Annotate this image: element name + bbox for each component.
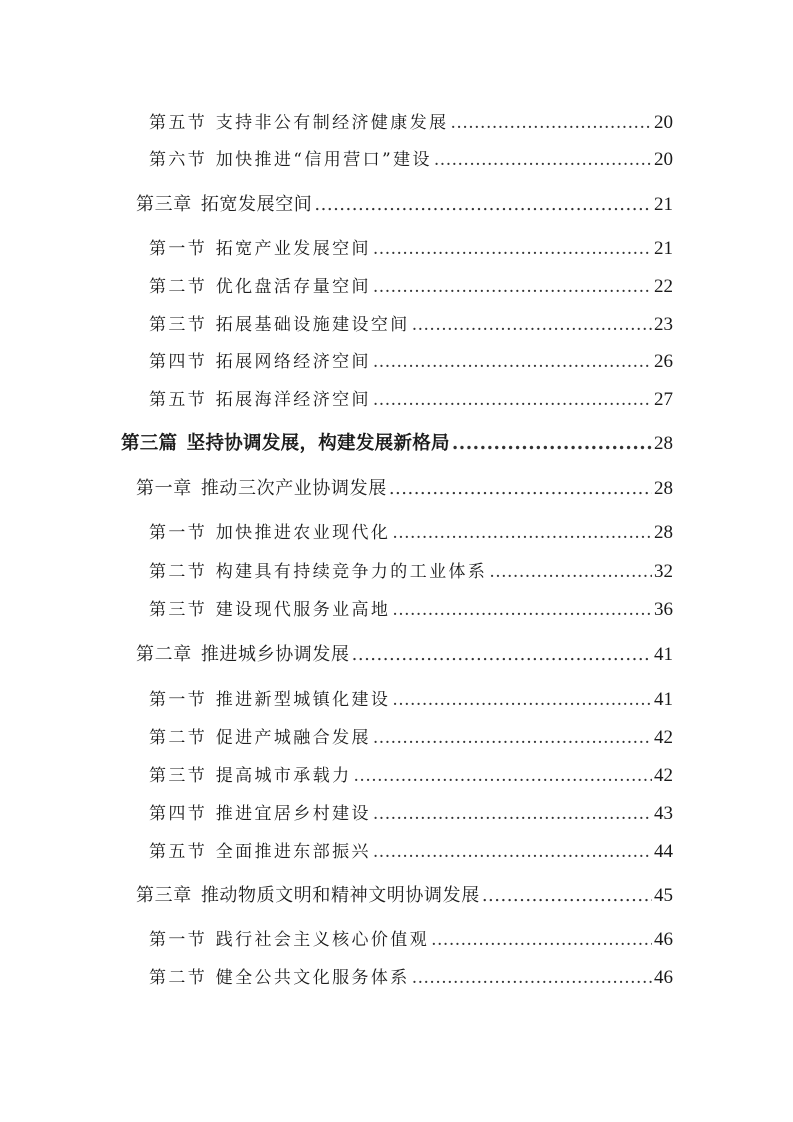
toc-entry-section[interactable] <box>149 685 673 711</box>
dot-leader <box>412 315 652 335</box>
toc-entry-text: 拓宽发展空间 <box>200 194 313 215</box>
dot-leader <box>431 930 652 950</box>
toc-entry-page-number: 43 <box>654 803 673 824</box>
dot-leader <box>373 842 652 862</box>
toc-entry-label: 第二节 <box>149 728 208 748</box>
toc-entry-title <box>149 272 371 297</box>
toc-entry-section[interactable] <box>149 799 673 825</box>
toc-entry-page-number: 41 <box>654 689 673 710</box>
toc-entry-title <box>121 429 450 455</box>
toc-entry-title <box>149 685 390 710</box>
toc-entry-label: 第二节 <box>149 968 208 988</box>
toc-entry-page-number: 46 <box>654 929 673 950</box>
dot-leader <box>373 728 652 748</box>
toc-entry-section[interactable] <box>149 723 673 749</box>
toc-entry-page-number: 28 <box>654 522 673 543</box>
toc-entry-section[interactable] <box>149 385 673 411</box>
toc-entry-section[interactable] <box>149 595 673 621</box>
toc-entry-chapter[interactable] <box>136 190 673 216</box>
toc-entry-section[interactable] <box>149 557 673 583</box>
toc-entry-title <box>149 557 487 582</box>
toc-entry-label: 第三篇 <box>121 433 178 454</box>
toc-entry-page-number: 42 <box>654 727 673 748</box>
toc-entry-title <box>149 145 432 170</box>
toc-entry-title <box>149 925 429 950</box>
toc-entry-page-number: 23 <box>654 314 673 335</box>
toc-entry-page-number: 32 <box>654 561 673 582</box>
toc-entry-title <box>149 518 390 543</box>
toc-entry-part[interactable] <box>121 429 673 455</box>
toc-entry-title <box>149 723 371 748</box>
toc-entry-title <box>149 595 390 620</box>
dot-leader <box>373 804 652 824</box>
toc-entry-page-number: 20 <box>654 112 673 133</box>
toc-entry-page-number: 21 <box>654 238 673 259</box>
toc-entry-page-number: 42 <box>654 765 673 786</box>
dot-leader <box>392 690 652 710</box>
toc-entry-title <box>149 234 371 259</box>
toc-entry-title <box>136 881 480 907</box>
toc-entry-text: 健全公共文化服务体系 <box>215 968 410 988</box>
dot-leader <box>452 433 652 454</box>
toc-entry-title <box>149 963 410 988</box>
toc-entry-label: 第三节 <box>149 766 208 786</box>
toc-entry-label: 第三章 <box>136 194 192 215</box>
toc-entry-label: 第四节 <box>149 352 208 372</box>
toc-entry-title <box>149 310 410 335</box>
toc-entry-title <box>149 761 352 786</box>
toc-entry-page-number: 41 <box>654 644 673 665</box>
toc-entry-title <box>149 799 371 824</box>
toc-entry-title <box>149 837 371 862</box>
toc-entry-text: 拓展网络经济空间 <box>215 352 371 372</box>
toc-entry-label: 第一节 <box>149 690 208 710</box>
toc-entry-text: 构建具有持续竞争力的工业体系 <box>215 562 488 582</box>
toc-entry-label: 第二节 <box>149 277 208 297</box>
toc-entry-text: 建设现代服务业高地 <box>215 600 391 620</box>
toc-entry-label: 第五节 <box>149 842 208 862</box>
toc-entry-page-number: 22 <box>654 276 673 297</box>
toc-entry-section[interactable] <box>149 234 673 260</box>
toc-entry-label: 第一节 <box>149 523 208 543</box>
toc-entry-label: 第四节 <box>149 804 208 824</box>
dot-leader <box>489 562 652 582</box>
toc-entry-text: 坚持协调发展，构建发展新格局 <box>186 433 450 454</box>
dot-leader <box>392 600 652 620</box>
toc-entry-text: 全面推进东部振兴 <box>215 842 371 862</box>
toc-entry-page-number: 44 <box>654 841 673 862</box>
dot-leader <box>482 885 652 906</box>
toc-entry-text: 拓展基础设施建设空间 <box>215 315 410 335</box>
toc-entry-section[interactable] <box>149 108 673 134</box>
toc-entry-text: 践行社会主义核心价值观 <box>215 930 430 950</box>
toc-entry-section[interactable] <box>149 963 673 989</box>
toc-entry-label: 第六节 <box>149 150 208 170</box>
toc-entry-text: 加快推进“信用营口”建设 <box>215 150 432 170</box>
toc-entry-page-number: 28 <box>654 433 673 454</box>
dot-leader <box>451 113 652 133</box>
toc-entry-text: 支持非公有制经济健康发展 <box>215 113 449 133</box>
toc-entry-page-number: 46 <box>654 967 673 988</box>
toc-entry-text: 提高城市承载力 <box>215 766 352 786</box>
dot-leader <box>392 523 652 543</box>
toc-entry-label: 第一章 <box>136 478 192 499</box>
toc-entry-title <box>149 347 371 372</box>
toc-entry-text: 推进新型城镇化建设 <box>215 690 391 710</box>
toc-entry-label: 第一节 <box>149 930 208 950</box>
dot-leader <box>373 352 652 372</box>
dot-leader <box>314 194 652 215</box>
toc-entry-page-number: 36 <box>654 599 673 620</box>
toc-entry-text: 优化盘活存量空间 <box>215 277 371 297</box>
toc-entry-label: 第二节 <box>149 562 208 582</box>
dot-leader <box>434 150 652 170</box>
toc-entry-label: 第三节 <box>149 315 208 335</box>
toc-entry-section[interactable] <box>149 925 673 951</box>
dot-leader <box>352 644 652 665</box>
toc-entry-label: 第三节 <box>149 600 208 620</box>
toc-entry-chapter[interactable] <box>136 474 673 500</box>
toc-entry-title <box>136 190 312 216</box>
toc-entry-text: 推进宜居乡村建设 <box>215 804 371 824</box>
toc-entry-page-number: 45 <box>654 885 673 906</box>
dot-leader <box>373 239 652 259</box>
dot-leader <box>373 390 652 410</box>
toc-entry-text: 拓宽产业发展空间 <box>215 239 371 259</box>
toc-entry-page-number: 28 <box>654 478 673 499</box>
toc-entry-page-number: 27 <box>654 389 673 410</box>
dot-leader <box>373 277 652 297</box>
toc-entry-chapter[interactable] <box>136 881 673 907</box>
toc-entry-title <box>149 385 371 410</box>
toc-entry-label: 第五节 <box>149 113 208 133</box>
toc-entry-page-number: 20 <box>654 149 673 170</box>
toc-entry-text: 推动物质文明和精神文明协调发展 <box>200 885 480 906</box>
toc-entry-page-number: 21 <box>654 194 673 215</box>
toc-entry-title <box>136 474 387 500</box>
toc-entry-label: 第一节 <box>149 239 208 259</box>
toc-entry-section[interactable] <box>149 761 673 787</box>
toc-entry-section[interactable] <box>149 518 673 544</box>
toc-entry-chapter[interactable] <box>136 640 673 666</box>
toc-entry-label: 第二章 <box>136 644 192 665</box>
toc-entry-text: 加快推进农业现代化 <box>215 523 391 543</box>
dot-leader <box>412 968 652 988</box>
toc-entry-section[interactable] <box>149 347 673 373</box>
toc-entry-label: 第三章 <box>136 885 192 906</box>
toc-entry-text: 推动三次产业协调发展 <box>200 478 387 499</box>
toc-entry-text: 推进城乡协调发展 <box>200 644 350 665</box>
toc-entry-title <box>136 640 350 666</box>
toc-entry-section[interactable] <box>149 272 673 298</box>
toc-entry-section[interactable] <box>149 837 673 863</box>
dot-leader <box>354 766 652 786</box>
toc-entry-page-number: 26 <box>654 351 673 372</box>
toc-entry-section[interactable] <box>149 310 673 336</box>
toc-entry-section[interactable] <box>149 145 673 171</box>
toc-entry-text: 促进产城融合发展 <box>215 728 371 748</box>
toc-entry-text: 拓展海洋经济空间 <box>215 390 371 410</box>
dot-leader <box>389 478 652 499</box>
toc-entry-label: 第五节 <box>149 390 208 410</box>
toc-entry-title <box>149 108 449 133</box>
